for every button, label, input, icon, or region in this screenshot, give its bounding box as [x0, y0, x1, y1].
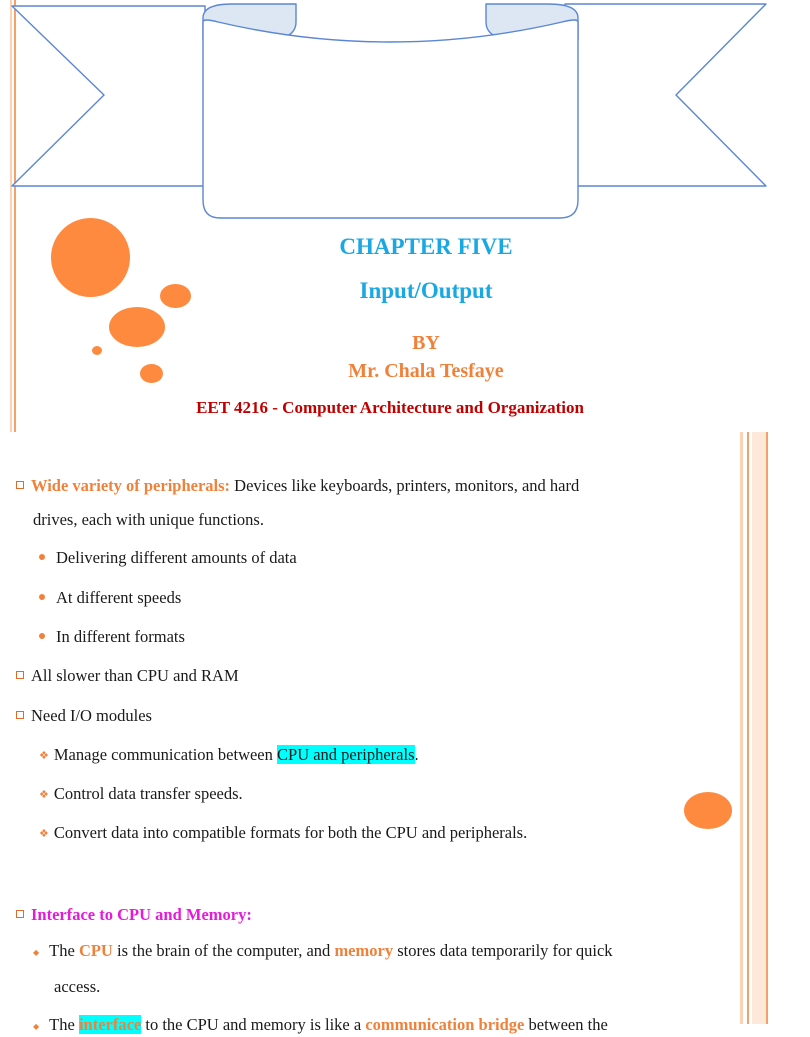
square-bullet-icon — [16, 711, 24, 719]
chapter-subtitle: Input/Output — [359, 278, 493, 303]
right-stripe-orange — [747, 866, 749, 1024]
right-stripe-pale-2 — [752, 432, 766, 866]
bullet-peripherals-cont: drives, each with unique functions. — [33, 510, 264, 529]
right-stripe-edge — [766, 866, 768, 1024]
right-stripe-orange — [747, 432, 749, 866]
interface-slide — [0, 866, 768, 1034]
para-cpu-memory-cont: access. — [54, 977, 101, 996]
dot-bullet-icon — [39, 554, 45, 560]
right-stripe-pale — [740, 866, 743, 1024]
decor-circle-right — [684, 792, 732, 829]
diamond-bullet-icon: ❖ — [39, 828, 49, 840]
sub-bullet-amounts: Delivering different amounts of data — [39, 548, 297, 568]
square-bullet-icon — [16, 910, 24, 918]
sub-bullet-formats: In different formats — [39, 627, 185, 647]
bullet-io-modules: Need I/O modules — [16, 706, 152, 726]
para-cpu-memory: ◆ The CPU is the brain of the computer, and memory stores data temporarily for quick — [33, 941, 613, 963]
dot-bullet-icon — [39, 594, 45, 600]
square-bullet-icon — [16, 481, 24, 489]
diamond-bullet-icon: ❖ — [39, 750, 49, 762]
course-title: EET 4216 - Computer Architecture and Organization — [196, 398, 584, 417]
right-stripe-edge — [766, 432, 768, 866]
diamond-bullet-icon: ◆ — [33, 1022, 40, 1031]
square-bullet-icon — [16, 671, 24, 679]
bullet-peripherals: Wide variety of peripherals: Devices like keyboards, printers, monitors, and hard — [16, 476, 579, 496]
bullet-slower: All slower than CPU and RAM — [16, 666, 239, 686]
peripherals-slide — [0, 432, 768, 866]
right-stripe-pale-2 — [752, 866, 766, 1024]
dot-bullet-icon — [39, 633, 45, 639]
author-name: Mr. Chala Tesfaye — [348, 360, 504, 382]
chapter-title: CHAPTER FIVE — [339, 234, 513, 259]
highlight-interface: interface — [78, 1015, 142, 1034]
ribbon-banner — [0, 0, 768, 230]
title-slide — [0, 0, 768, 432]
diamond-convert: ❖ Convert data into compatible formats for both the CPU and peripherals. — [39, 823, 528, 842]
highlight-cpu-peripherals: CPU and peripherals — [277, 745, 415, 764]
right-stripe-pale — [740, 432, 743, 866]
diamond-control: ❖ Control data transfer speeds. — [39, 784, 243, 803]
sub-bullet-speeds: At different speeds — [39, 588, 181, 608]
para-interface-bridge: ◆ The interface to the CPU and memory is like a communication bridge between the — [33, 1015, 608, 1037]
diamond-bullet-icon: ❖ — [39, 789, 49, 801]
heading-interface: Interface to CPU and Memory: — [16, 905, 252, 925]
diamond-manage: ❖ Manage communication between CPU and peripherals. — [39, 745, 419, 764]
by-label: BY — [412, 332, 440, 354]
diamond-bullet-icon: ◆ — [33, 948, 40, 957]
